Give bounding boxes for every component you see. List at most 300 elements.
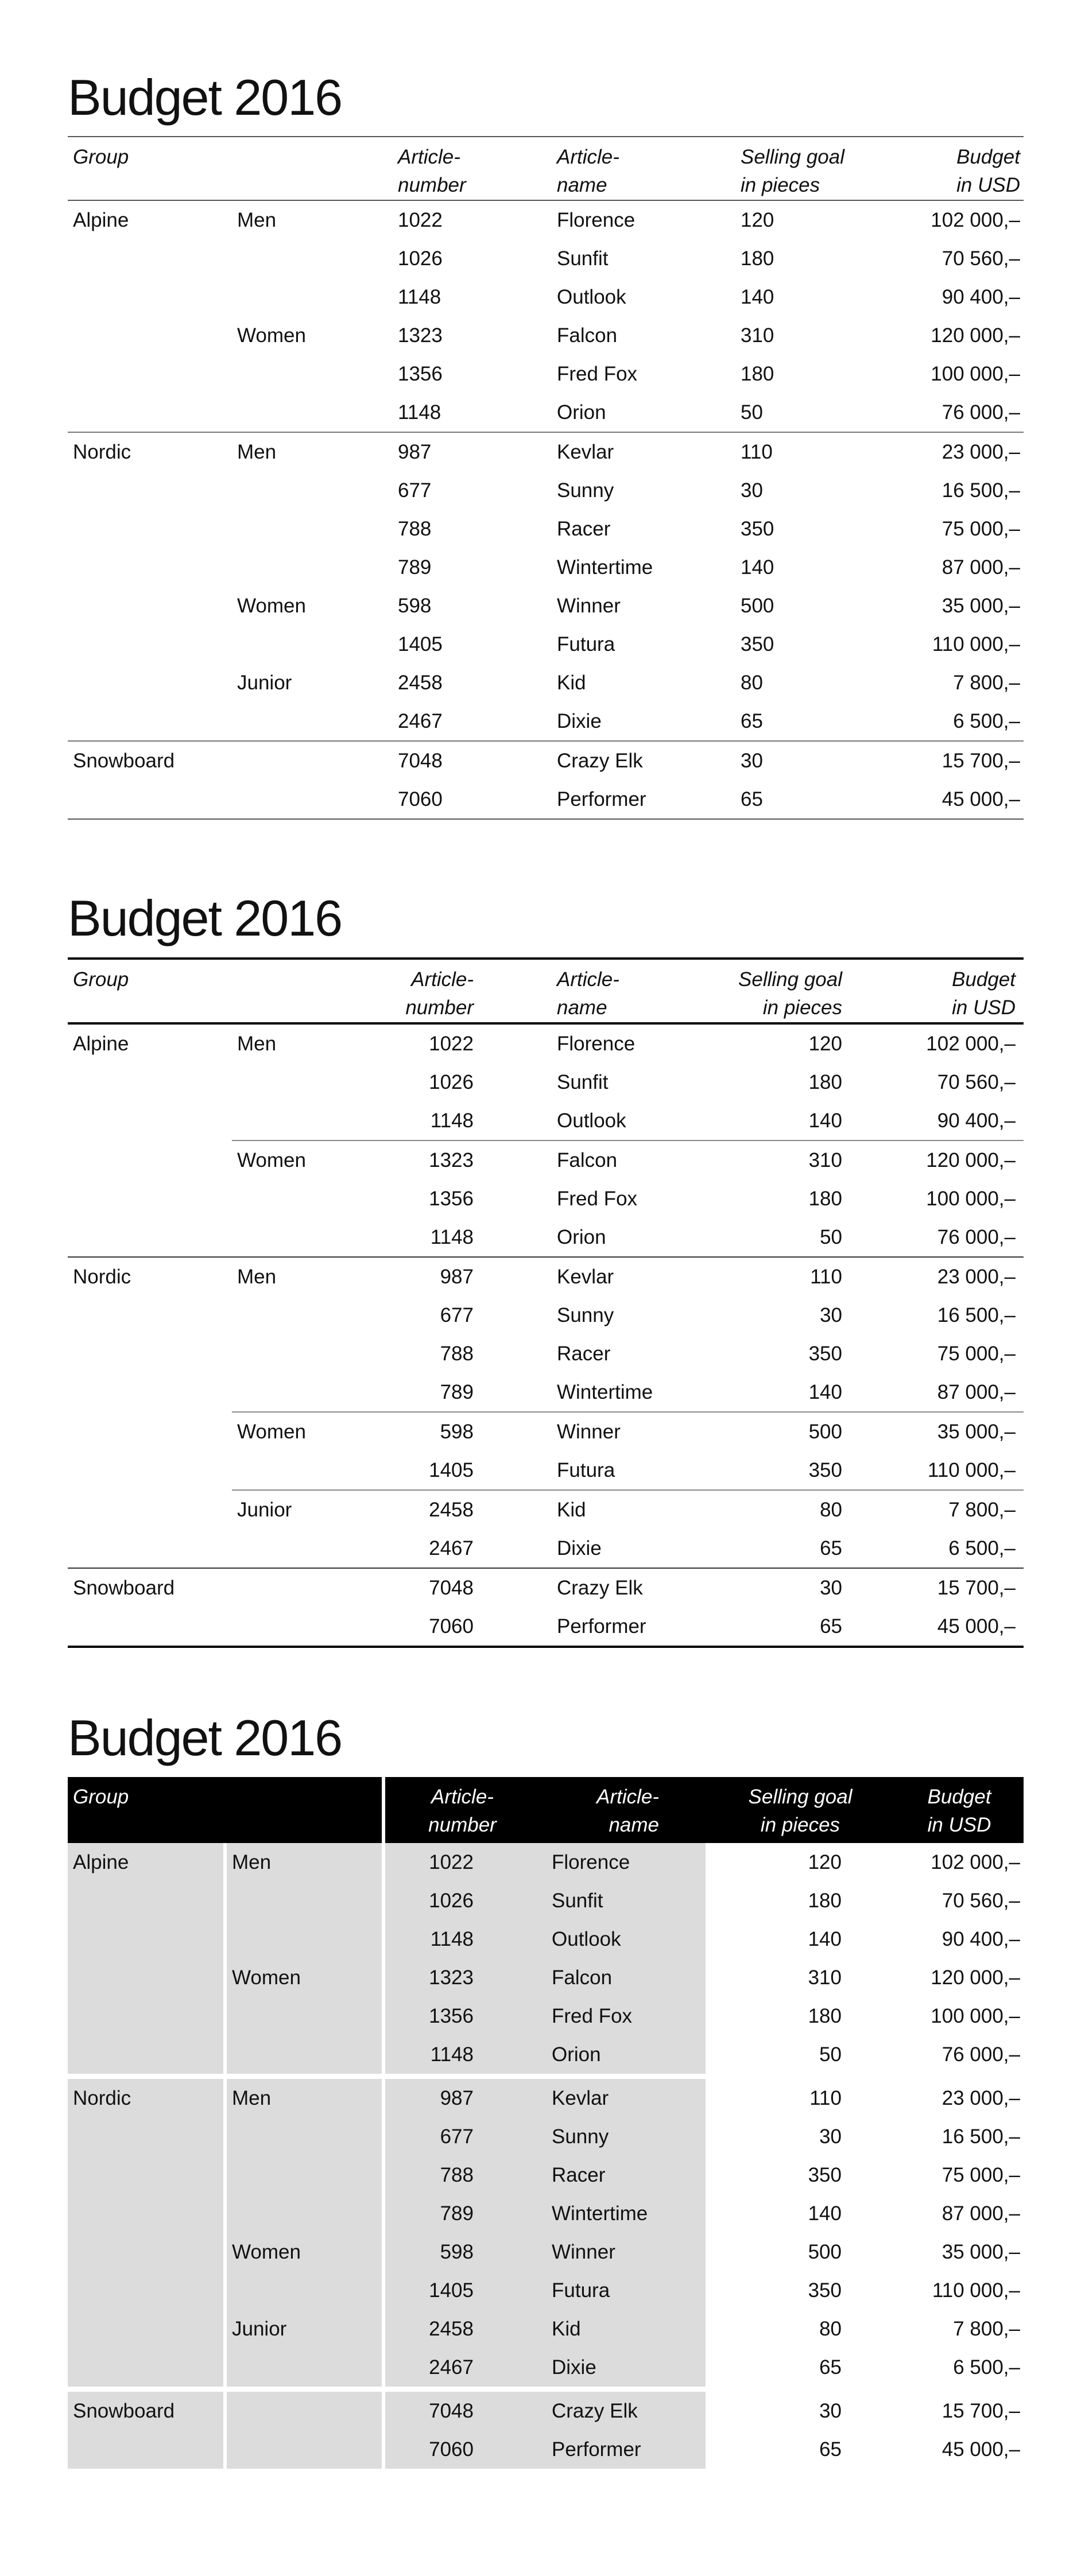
cell-group (68, 1180, 232, 1218)
cell-subgroup: Women (237, 595, 306, 617)
cell-article-name: Sunny (557, 479, 614, 502)
cell-subgroup: Women (232, 1140, 393, 1180)
cell-budget: 76 000,– (941, 2043, 1020, 2066)
cell-budget: 110 000,– (932, 2279, 1020, 2302)
cell-selling-goal: 110 (735, 432, 896, 471)
cell-article-number: 788 (398, 518, 432, 540)
cell-subgroup (232, 1334, 393, 1373)
cell-budget: 35 000,– (896, 1412, 1024, 1451)
cell-selling-goal: 65 (820, 1537, 842, 1559)
header-selling-goal: Selling goal in pieces (706, 1777, 896, 1843)
cell-budget: 16 500,– (941, 2125, 1020, 2148)
cell-group (68, 393, 232, 432)
table-row (68, 1451, 1024, 1490)
cell-selling-goal: 30 (706, 2389, 896, 2431)
cell-subgroup (232, 548, 393, 587)
header-group: Group (73, 146, 129, 168)
cell-subgroup (232, 239, 393, 278)
cell-subgroup (232, 1218, 393, 1257)
table-row (68, 2348, 1024, 2389)
cell-budget: 87 000,– (941, 2202, 1020, 2225)
cell-group: Snowboard (68, 741, 232, 780)
cell-article-number: 1405 (398, 633, 443, 655)
cell-budget: 87 000,– (937, 1381, 1016, 1403)
cell-selling-goal: 180 (808, 1071, 842, 1093)
cell-article-number: 987 (383, 2077, 517, 2118)
cell-article-name: Kid (552, 1490, 735, 1529)
cell-budget: 76 000,– (941, 401, 1020, 424)
cell-budget: 110 000,– (927, 1459, 1016, 1481)
table-row (68, 1334, 1024, 1373)
cell-subgroup: Men (237, 209, 277, 231)
cell-group (68, 1140, 232, 1180)
cell-article-number: 1405 (383, 2271, 517, 2310)
cell-article-number: 1323 (393, 1140, 552, 1180)
cell-budget: 15 700,– (896, 741, 1024, 780)
cell-article-name: Winner (552, 1412, 735, 1451)
header-article-number: Article- number (383, 1777, 517, 1843)
cell-group (68, 1218, 232, 1257)
table-row (68, 1920, 1024, 1958)
cell-article-number: 789 (383, 2194, 517, 2233)
cell-budget: 45 000,– (941, 2438, 1020, 2461)
cell-group (68, 2310, 225, 2348)
cell-article-name: Sunfit (517, 1881, 706, 1920)
cell-subgroup (225, 2117, 383, 2156)
table-row (68, 625, 1024, 664)
cell-group: Alpine (73, 209, 129, 231)
table-row (68, 1101, 1024, 1140)
cell-selling-goal: 120 (741, 209, 774, 231)
cell-selling-goal: 30 (741, 479, 763, 502)
cell-article-number: 7048 (393, 1568, 552, 1607)
table-row (68, 2271, 1024, 2310)
cell-group (68, 316, 232, 355)
cell-article-number: 1022 (429, 1033, 474, 1055)
table-row (68, 2035, 1024, 2077)
cell-article-number: 987 (393, 1257, 552, 1296)
cell-budget: 16 500,– (937, 1304, 1016, 1326)
cell-subgroup (225, 2430, 383, 2469)
cell-subgroup (225, 2271, 383, 2310)
cell-selling-goal: 65 (741, 710, 763, 732)
cell-selling-goal: 50 (741, 401, 763, 424)
cell-selling-goal: 30 (735, 741, 896, 780)
cell-article-name: Dixie (557, 710, 602, 732)
cell-selling-goal: 500 (808, 2241, 842, 2263)
cell-subgroup: Men (225, 1843, 383, 1881)
cell-budget: 120 000,– (896, 1140, 1024, 1180)
cell-budget: 6 500,– (953, 710, 1020, 732)
table-row (68, 393, 1024, 432)
cell-article-name: Orion (557, 401, 606, 424)
cell-group (68, 2117, 225, 2156)
cell-selling-goal: 350 (741, 633, 774, 655)
table-row (68, 587, 1024, 625)
cell-article-name: Outlook (557, 1109, 626, 1132)
cell-article-name: Orion (557, 1226, 606, 1248)
cell-selling-goal: 180 (741, 247, 774, 270)
cell-budget: 6 500,– (953, 2356, 1020, 2379)
cell-article-number: 598 (383, 2233, 517, 2271)
cell-group: Nordic (68, 432, 232, 471)
cell-article-name: Racer (557, 1343, 611, 1365)
table-row (68, 1296, 1024, 1334)
cell-article-name: Wintertime (517, 2194, 706, 2233)
cell-selling-goal: 80 (819, 2318, 842, 2340)
cell-subgroup (225, 2035, 383, 2077)
cell-subgroup (232, 278, 393, 316)
header-article-name: Article- name (557, 146, 619, 196)
header-selling-goal: Selling goal in pieces (741, 146, 844, 196)
cell-article-number: 1026 (383, 1881, 517, 1920)
header-row (68, 1777, 1024, 1843)
cell-article-number: 1022 (398, 209, 443, 231)
cell-selling-goal: 310 (808, 1966, 842, 1989)
table-row (68, 510, 1024, 548)
cell-budget: 102 000,– (926, 1033, 1016, 1055)
cell-article-name: Wintertime (557, 556, 653, 579)
cell-selling-goal: 350 (808, 1459, 842, 1481)
cell-subgroup (232, 625, 393, 664)
cell-group (68, 2233, 225, 2271)
cell-budget: 45 000,– (941, 788, 1020, 810)
cell-subgroup (232, 1373, 393, 1412)
cell-budget: 70 560,– (941, 247, 1020, 270)
cell-group (68, 2194, 225, 2233)
cell-selling-goal: 350 (808, 2279, 842, 2302)
cell-selling-goal: 80 (741, 672, 763, 694)
cell-group (68, 548, 232, 587)
cell-subgroup: Women (237, 324, 306, 347)
cell-selling-goal: 110 (735, 1257, 896, 1296)
table-row (68, 1843, 1024, 1881)
cell-article-name: Dixie (517, 2348, 706, 2389)
cell-article-name: Fred Fox (557, 1188, 638, 1210)
cell-group (68, 239, 232, 278)
cell-article-name: Sunny (557, 1304, 614, 1326)
cell-group: Nordic (68, 2077, 225, 2118)
cell-subgroup (232, 1607, 393, 1647)
cell-group (68, 1607, 232, 1647)
cell-article-number: 677 (398, 479, 432, 502)
table-row (68, 702, 1024, 741)
cell-subgroup: Men (225, 2077, 383, 2118)
cell-group (68, 2156, 225, 2194)
cell-article-name: Dixie (557, 1537, 602, 1559)
cell-selling-goal: 65 (820, 1615, 842, 1638)
table-row (68, 2389, 1024, 2431)
cell-budget: 7 800,– (953, 672, 1020, 694)
cell-article-name: Falcon (517, 1958, 706, 1997)
cell-budget: 102 000,– (931, 1851, 1020, 1873)
table-row (68, 1958, 1024, 1997)
table-row (68, 664, 1024, 702)
cell-group (68, 471, 232, 510)
cell-article-number: 1148 (398, 401, 441, 424)
cell-article-number: 2467 (429, 1537, 474, 1559)
table-row (68, 355, 1024, 393)
table-row (68, 1023, 1024, 1063)
table-row (68, 1140, 1024, 1180)
cell-selling-goal: 500 (735, 1412, 896, 1451)
table-2-title: Budget 2016 (68, 890, 342, 946)
cell-group: Alpine (73, 1033, 129, 1055)
cell-group (68, 664, 232, 702)
cell-subgroup: Men (232, 432, 393, 471)
cell-subgroup: Men (237, 1033, 277, 1055)
cell-group (68, 587, 232, 625)
cell-budget: 7 800,– (896, 1490, 1024, 1529)
header-row (68, 137, 1024, 200)
cell-article-name: Sunfit (557, 1071, 609, 1093)
cell-article-name: Florence (517, 1843, 706, 1881)
cell-selling-goal: 500 (741, 595, 774, 617)
cell-article-name: Winner (557, 595, 621, 617)
cell-group: Snowboard (68, 1568, 232, 1607)
cell-selling-goal: 350 (808, 1343, 842, 1365)
cell-article-name: Kevlar (517, 2077, 706, 2118)
cell-article-number: 788 (383, 2156, 517, 2194)
header-article-number: Article- number (398, 146, 466, 196)
cell-budget: 100 000,– (926, 1188, 1016, 1210)
cell-selling-goal: 140 (741, 556, 774, 579)
cell-group (68, 1881, 225, 1920)
cell-article-number: 7048 (393, 741, 552, 780)
cell-subgroup (225, 2194, 383, 2233)
cell-group (68, 780, 232, 819)
cell-selling-goal: 120 (808, 1033, 842, 1055)
table-row (68, 780, 1024, 819)
cell-selling-goal: 65 (741, 788, 763, 810)
header-article-number: Article- number (405, 968, 474, 1019)
cell-group (68, 2430, 225, 2469)
cell-article-name: Orion (517, 2035, 706, 2077)
cell-selling-goal: 180 (808, 1890, 842, 1912)
cell-budget: 100 000,– (931, 2005, 1020, 2027)
table-row (68, 1063, 1024, 1101)
cell-selling-goal: 80 (735, 1490, 896, 1529)
cell-subgroup: Junior (237, 672, 292, 694)
cell-article-number: 7060 (398, 788, 443, 810)
cell-subgroup: Women (225, 1958, 383, 1997)
cell-subgroup (232, 741, 393, 780)
budget-table-2 (68, 957, 1024, 1648)
cell-article-name: Florence (557, 1033, 636, 1055)
cell-article-name: Outlook (557, 286, 626, 308)
cell-subgroup (225, 1920, 383, 1958)
cell-group (68, 1412, 232, 1451)
header-budget: Budget in USD (956, 146, 1020, 196)
cell-subgroup (232, 355, 393, 393)
cell-group (68, 1958, 225, 1997)
cell-budget: 102 000,– (931, 209, 1020, 231)
cell-budget: 120 000,– (931, 324, 1020, 347)
cell-selling-goal: 50 (819, 2043, 842, 2066)
cell-budget: 16 500,– (941, 479, 1020, 502)
table-row (68, 432, 1024, 471)
cell-budget: 6 500,– (948, 1537, 1016, 1559)
cell-group (68, 1373, 232, 1412)
budget-table-3 (68, 1777, 1024, 2469)
cell-subgroup: Junior (232, 1490, 393, 1529)
cell-group: Alpine (68, 1843, 225, 1881)
cell-subgroup (225, 2389, 383, 2431)
table-row (68, 200, 1024, 239)
cell-article-number: 1148 (383, 1920, 517, 1958)
cell-subgroup (232, 471, 393, 510)
cell-article-name: Futura (557, 1459, 615, 1481)
header-budget: Budget in USD (896, 1777, 1024, 1843)
cell-subgroup (232, 1568, 393, 1607)
cell-subgroup: Women (225, 2233, 383, 2271)
cell-selling-goal: 65 (819, 2438, 842, 2461)
cell-article-number: 677 (440, 1304, 474, 1326)
cell-subgroup (232, 1296, 393, 1334)
cell-budget: 76 000,– (937, 1226, 1016, 1248)
table-row (68, 316, 1024, 355)
budget-table-1 (68, 136, 1024, 820)
cell-selling-goal: 140 (808, 1109, 842, 1132)
cell-subgroup (232, 1101, 393, 1140)
cell-article-name: Winner (517, 2233, 706, 2271)
cell-article-number: 1323 (398, 324, 443, 347)
cell-article-name: Performer (517, 2430, 706, 2469)
cell-article-name: Falcon (557, 324, 618, 347)
budget-table (68, 957, 1024, 1648)
cell-article-name: Performer (557, 1615, 646, 1638)
cell-subgroup (232, 1063, 393, 1101)
cell-subgroup (232, 780, 393, 819)
cell-budget: 90 400,– (941, 1928, 1020, 1950)
table-row (68, 1412, 1024, 1451)
cell-subgroup (225, 1881, 383, 1920)
cell-group (68, 1529, 232, 1568)
header-article-name: Article- name (517, 1777, 706, 1843)
cell-subgroup (225, 2348, 383, 2389)
cell-article-name: Crazy Elk (517, 2389, 706, 2431)
cell-budget: 15 700,– (896, 1568, 1024, 1607)
cell-article-number: 789 (440, 1381, 474, 1403)
cell-article-number: 789 (398, 556, 432, 579)
cell-budget: 35 000,– (941, 595, 1020, 617)
cell-selling-goal: 350 (808, 2164, 842, 2186)
cell-budget: 90 400,– (937, 1109, 1016, 1132)
cell-article-number: 7060 (383, 2430, 517, 2469)
cell-selling-goal: 50 (820, 1226, 842, 1248)
cell-article-number: 677 (383, 2117, 517, 2156)
header-group: Group (68, 1777, 225, 1843)
cell-budget: 15 700,– (896, 2389, 1024, 2431)
cell-article-number: 1148 (430, 1109, 474, 1132)
cell-article-name: Falcon (552, 1140, 735, 1180)
cell-article-number: 1026 (429, 1071, 474, 1093)
cell-budget: 45 000,– (937, 1615, 1016, 1638)
cell-article-name: Kid (557, 672, 586, 694)
cell-article-number: 2458 (383, 2310, 517, 2348)
cell-subgroup: Men (232, 1257, 393, 1296)
cell-article-name: Futura (517, 2271, 706, 2310)
header-group: Group (73, 968, 129, 991)
cell-budget: 23 000,– (896, 432, 1024, 471)
header-selling-goal: Selling goal in pieces (738, 968, 842, 1019)
table-row (68, 2233, 1024, 2271)
cell-article-name: Crazy Elk (552, 1568, 735, 1607)
cell-budget: 90 400,– (941, 286, 1020, 308)
cell-article-number: 1405 (429, 1459, 474, 1481)
header-subgroup (225, 1777, 383, 1843)
table-row (68, 741, 1024, 780)
cell-article-number: 7060 (429, 1615, 474, 1638)
cell-budget: 87 000,– (941, 556, 1020, 579)
table-row (68, 2194, 1024, 2233)
table-row (68, 1997, 1024, 2035)
cell-article-name: Kevlar (552, 1257, 735, 1296)
cell-group (68, 1101, 232, 1140)
cell-article-name: Racer (517, 2156, 706, 2194)
cell-subgroup (232, 702, 393, 741)
cell-article-number: 1356 (398, 363, 443, 385)
cell-article-number: 2458 (398, 672, 443, 694)
table-row (68, 2310, 1024, 2348)
cell-budget: 110 000,– (932, 633, 1020, 655)
table-1-title: Budget 2016 (68, 69, 342, 126)
cell-article-name: Fred Fox (557, 363, 638, 385)
cell-budget: 70 560,– (941, 1890, 1020, 1912)
cell-selling-goal: 180 (808, 1188, 842, 1210)
cell-group (68, 1451, 232, 1490)
cell-group (68, 1334, 232, 1373)
budget-table (68, 1777, 1024, 2469)
table-row (68, 2430, 1024, 2469)
cell-budget: 35 000,– (941, 2241, 1020, 2263)
cell-budget: 120 000,– (931, 1966, 1020, 1989)
table-row (68, 2117, 1024, 2156)
table-row (68, 2156, 1024, 2194)
table-row (68, 1607, 1024, 1647)
cell-selling-goal: 310 (735, 1140, 896, 1180)
cell-selling-goal: 30 (820, 1304, 842, 1326)
cell-article-name: Kid (517, 2310, 706, 2348)
cell-article-name: Fred Fox (517, 1997, 706, 2035)
cell-article-number: 1356 (429, 1188, 474, 1210)
cell-budget: 75 000,– (941, 2164, 1020, 2186)
cell-subgroup (232, 1529, 393, 1568)
table-row (68, 548, 1024, 587)
table-row (68, 1180, 1024, 1218)
cell-article-number: 1148 (430, 1226, 474, 1248)
cell-group (68, 1063, 232, 1101)
cell-article-number: 2458 (393, 1490, 552, 1529)
cell-selling-goal: 120 (808, 1851, 842, 1873)
cell-subgroup: Women (232, 1412, 393, 1451)
cell-article-number: 7048 (383, 2389, 517, 2431)
cell-budget: 23 000,– (896, 2077, 1024, 2118)
cell-article-number: 1323 (383, 1958, 517, 1997)
cell-group: Nordic (68, 1257, 232, 1296)
table-row (68, 1373, 1024, 1412)
cell-group (68, 702, 232, 741)
cell-article-name: Wintertime (557, 1381, 653, 1403)
table-row (68, 278, 1024, 316)
table-row (68, 471, 1024, 510)
cell-subgroup (225, 1997, 383, 2035)
cell-selling-goal: 140 (808, 1928, 842, 1950)
cell-subgroup (232, 393, 393, 432)
cell-selling-goal: 65 (819, 2356, 842, 2379)
cell-article-number: 788 (440, 1343, 474, 1365)
cell-article-number: 598 (398, 595, 432, 617)
